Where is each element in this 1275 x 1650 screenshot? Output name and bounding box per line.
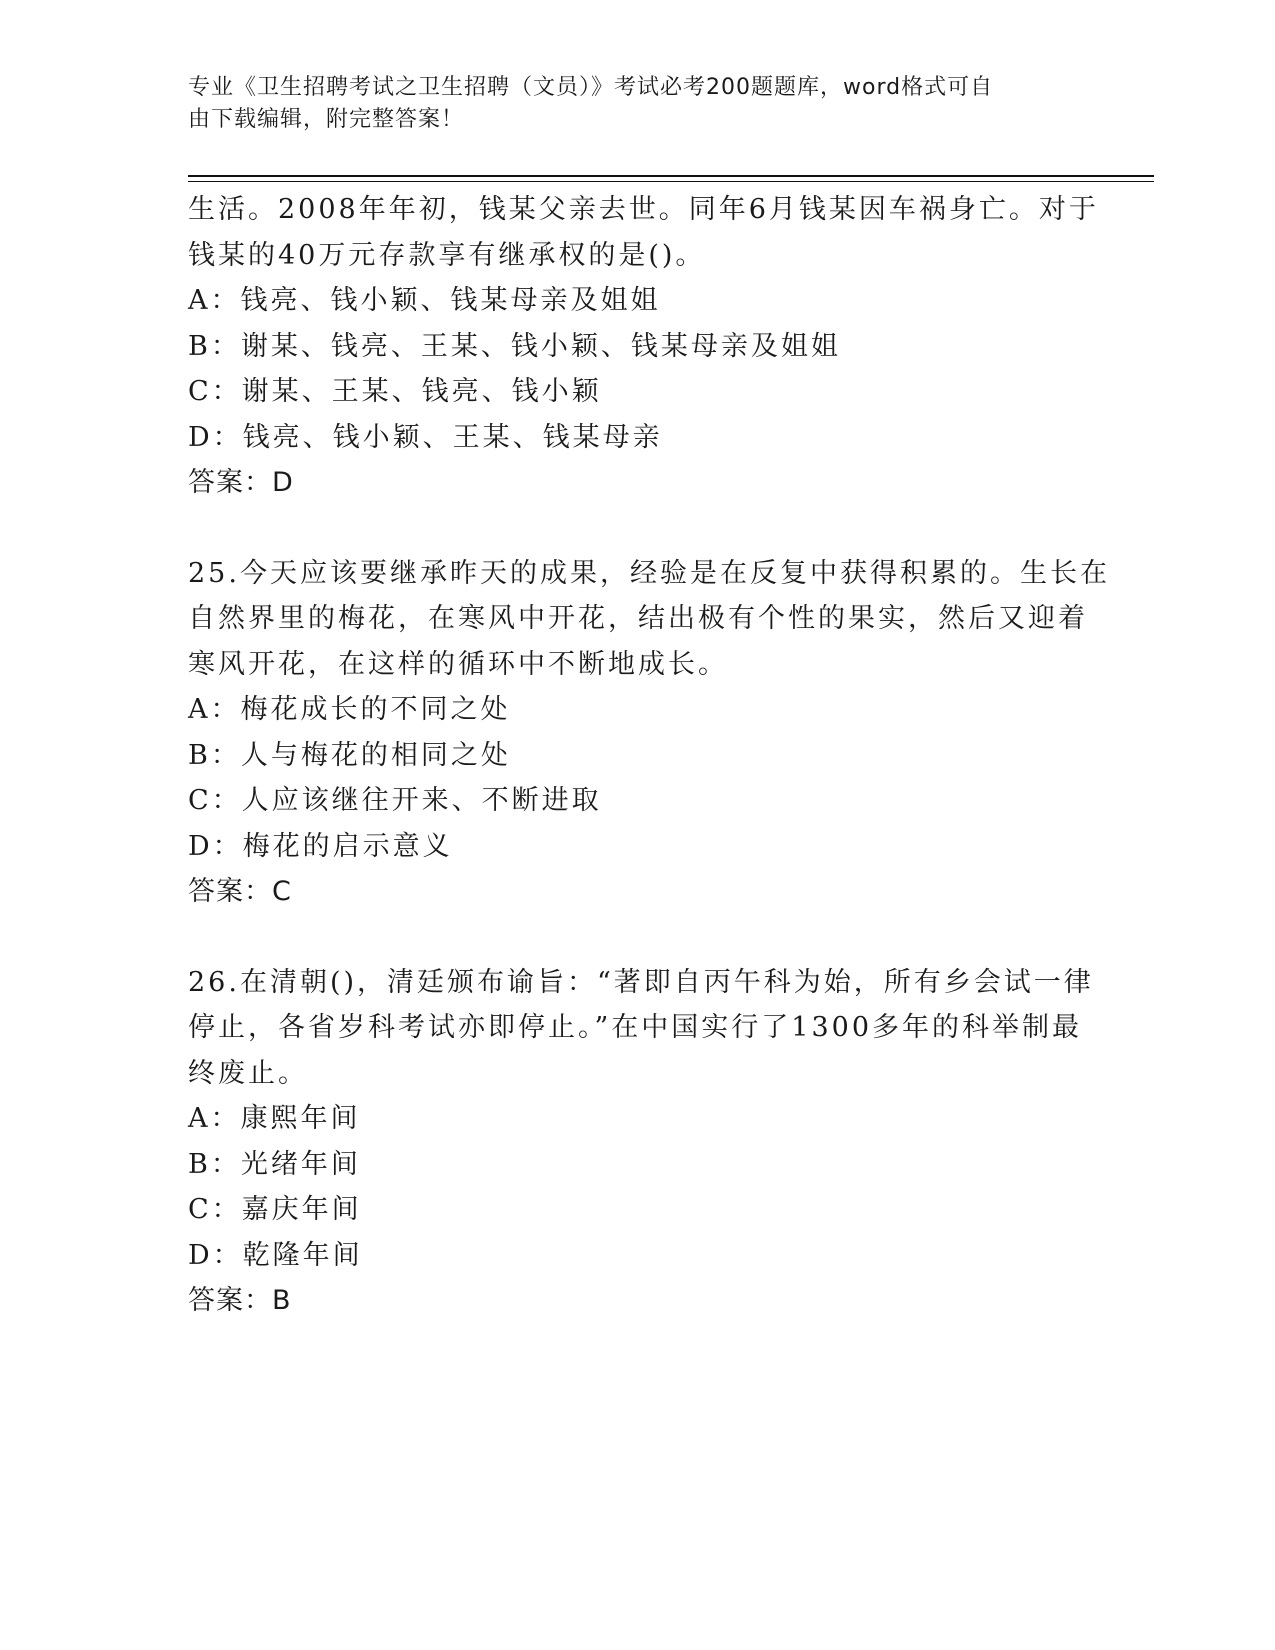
header-divider-thin xyxy=(188,181,1154,182)
answer-line: 答案：C xyxy=(188,876,292,907)
answer-line: 答案：D xyxy=(188,467,294,498)
option-b: B：人与梅花的相同之处 xyxy=(188,739,511,771)
option-d: D：钱亮、钱小颖、王某、钱某母亲 xyxy=(188,421,663,453)
header-line-2: 由下载编辑，附完整答案！ xyxy=(188,107,465,132)
option-a: A：钱亮、钱小颖、钱某母亲及姐姐 xyxy=(188,285,661,316)
question-stem-line: 停止，各省岁科考试亦即停止。”在中国实行了1300多年的科举制最 xyxy=(188,1012,1083,1043)
option-b: B：谢某、钱亮、王某、钱小颖、钱某母亲及姐姐 xyxy=(188,330,841,362)
question-stem-line: 25.今天应该要继承昨天的成果，经验是在反复中获得积累的。生长在 xyxy=(188,557,1110,589)
document-body xyxy=(188,187,1110,1324)
question-26 xyxy=(188,960,1094,1324)
header-divider-thick xyxy=(188,175,1154,177)
option-c: C：人应该继往开来、不断进取 xyxy=(188,785,602,816)
option-b: B：光绪年间 xyxy=(188,1148,361,1180)
question-stem-line: 26.在清朝()，清廷颁布谕旨：“著即自丙午科为始，所有乡会试一律 xyxy=(188,966,1094,998)
question-25 xyxy=(188,551,1110,915)
document-header xyxy=(188,72,1068,136)
question-stem-line: 终废止。 xyxy=(188,1057,308,1089)
option-d: D：梅花的启示意义 xyxy=(188,830,453,862)
header-line-1: 专业《卫生招聘考试之卫生招聘（文员）》考试必考200题题库，word格式可自 xyxy=(188,75,994,100)
option-c: C：谢某、王某、钱亮、钱小颖 xyxy=(188,376,602,407)
option-c: C：嘉庆年间 xyxy=(188,1194,362,1225)
answer-line: 答案：B xyxy=(188,1285,292,1316)
question-stem-line: 寒风开花，在这样的循环中不断地成长。 xyxy=(188,648,728,680)
question-stem-line: 钱某的40万元存款享有继承权的是()。 xyxy=(188,239,706,271)
question-stem-line: 自然界里的梅花，在寒风中开花，结出极有个性的果实，然后又迎着 xyxy=(188,603,1088,634)
option-a: A：康熙年间 xyxy=(188,1103,361,1134)
question-24 xyxy=(188,187,1099,506)
option-d: D：乾隆年间 xyxy=(188,1239,363,1271)
option-a: A：梅花成长的不同之处 xyxy=(188,694,511,725)
question-stem-line: 生活。2008年年初，钱某父亲去世。同年6月钱某因车祸身亡。对于 xyxy=(188,194,1099,225)
